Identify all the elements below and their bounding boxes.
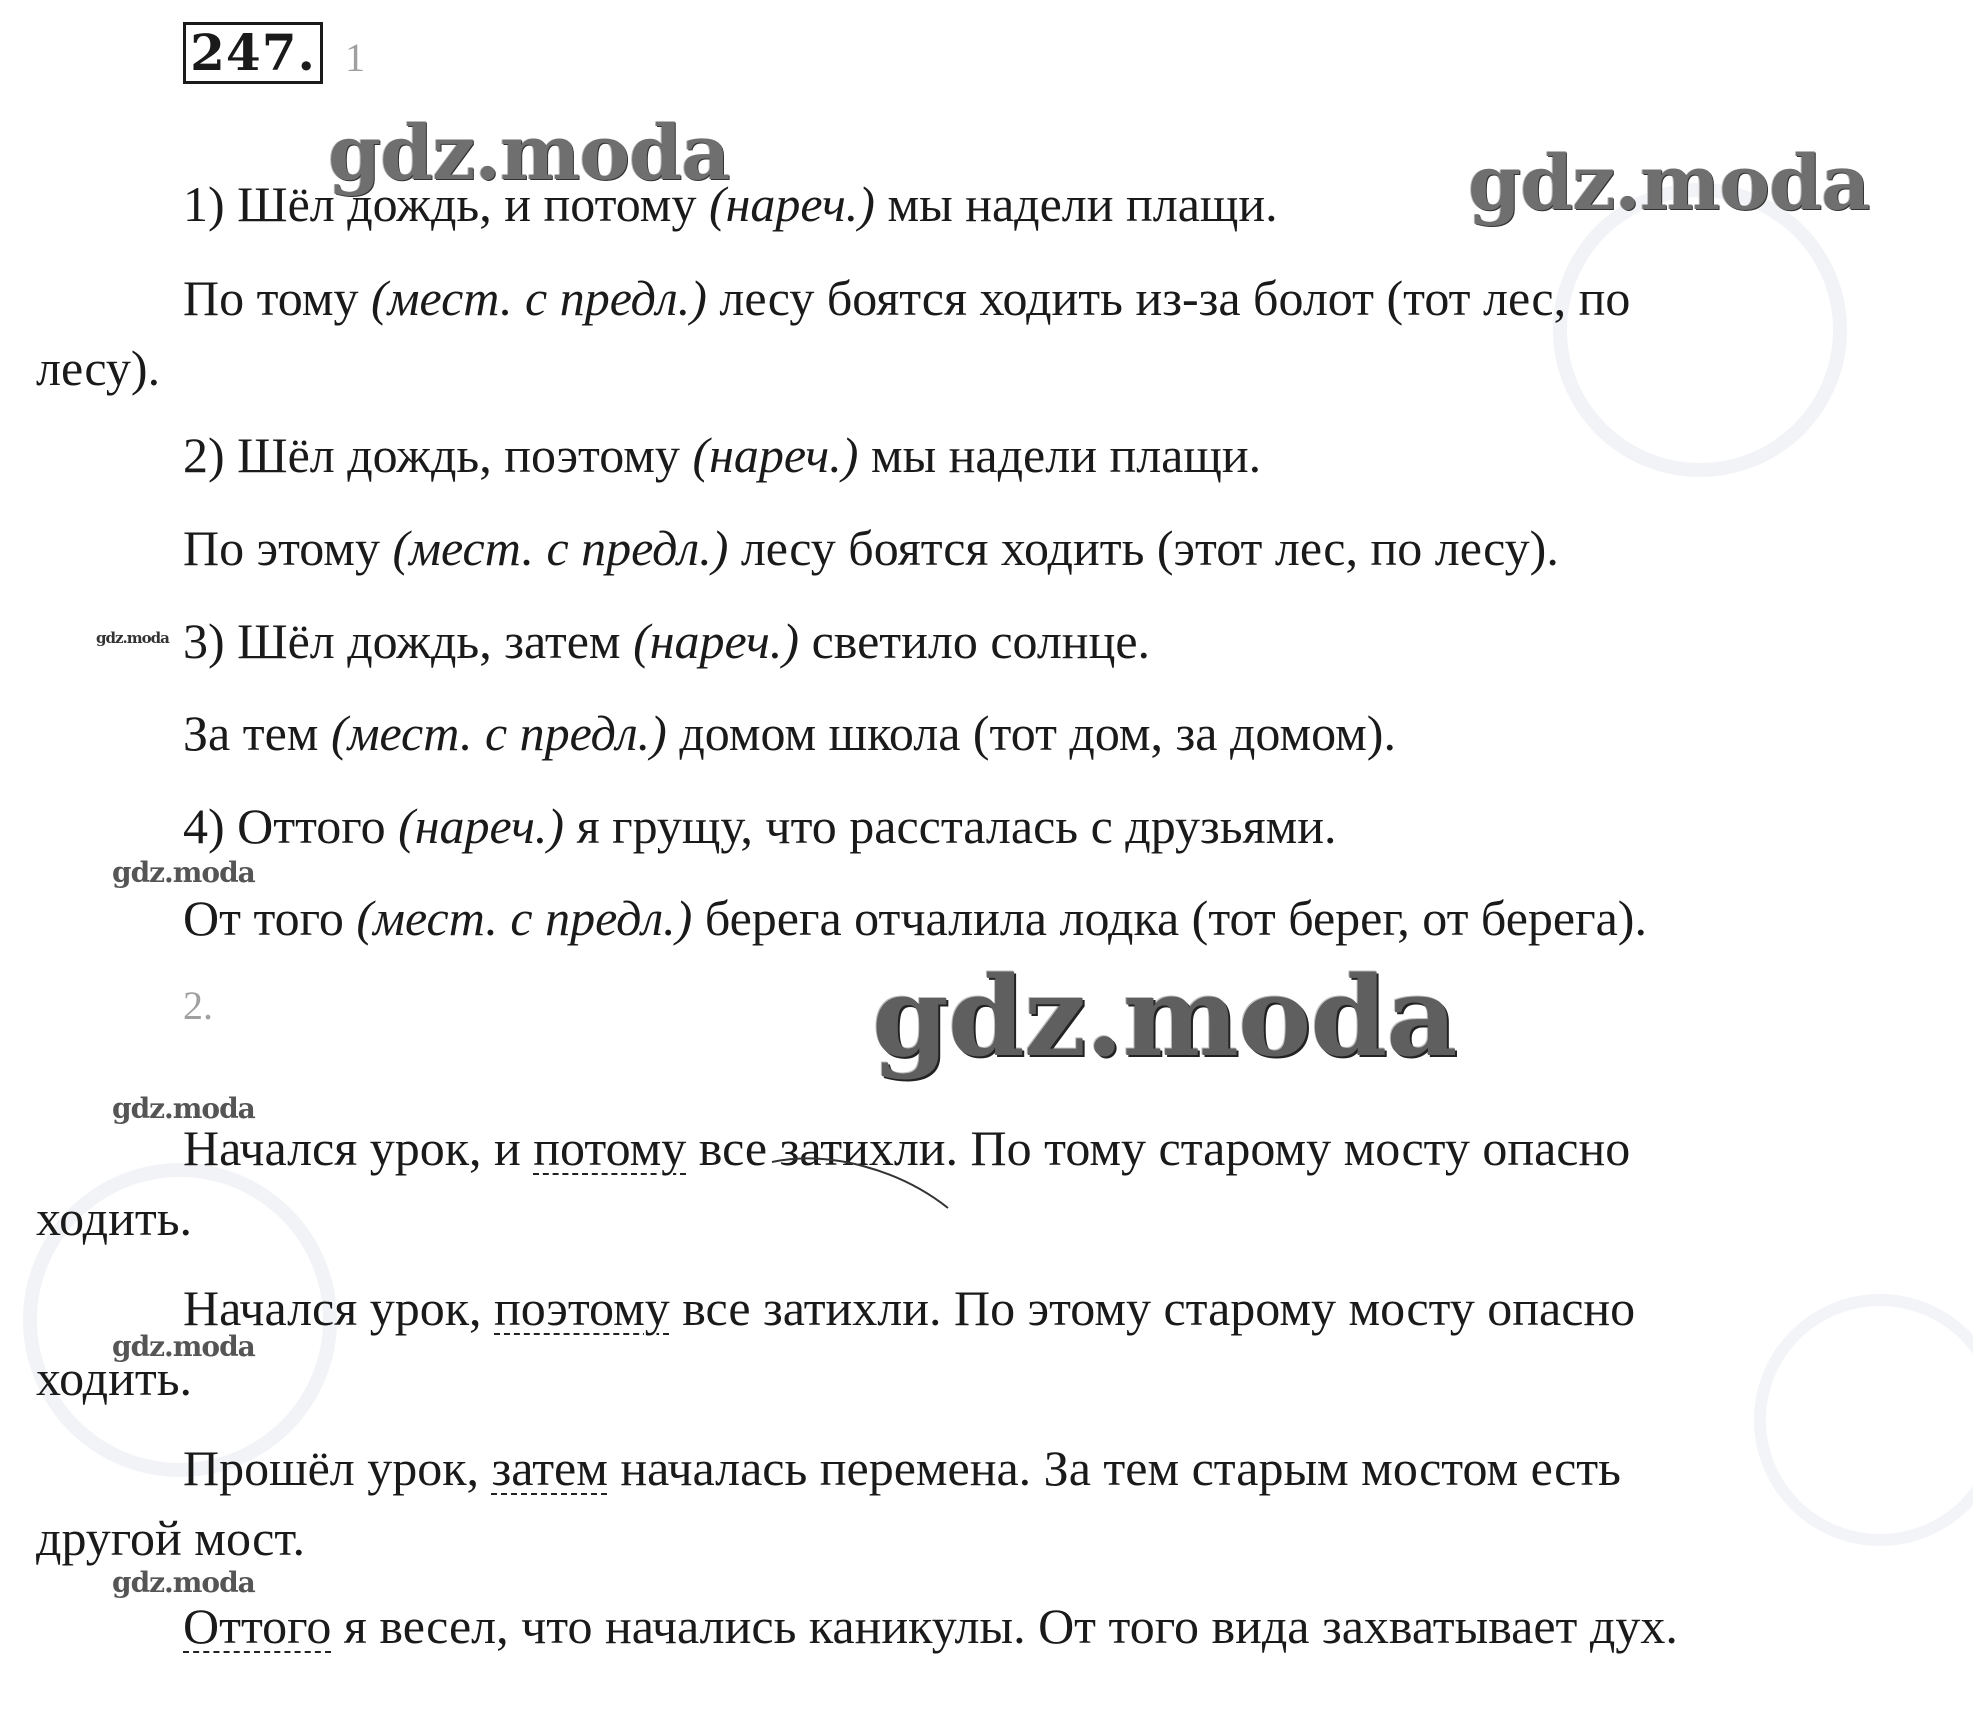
part2-line-2b: ходить. [36,1350,193,1406]
underlined-word: поэтому [494,1280,670,1336]
part2-line-1b: ходить. [36,1190,193,1246]
watermark-logo: gdz.moda [112,1092,255,1125]
text: домом школа (тот дом, за домом). [666,705,1396,761]
text: Начался урок, [183,1280,495,1336]
annotation: (нареч.) [398,798,565,854]
underlined-word: затем [491,1440,608,1496]
text: Начался урок, и [183,1120,534,1176]
watermark-logo: gdz.moda [112,856,255,889]
annotation: (нареч.) [633,613,800,669]
annotation: (мест. с предл.) [371,270,707,326]
watermark-logo: gdz.moda [328,108,730,197]
part2-line-3b: другой мост. [36,1510,305,1566]
annotation: (нареч.) [692,427,859,483]
text: По тому [183,270,371,326]
text: 3) Шёл дождь, затем [183,613,634,669]
underlined-word: Оттого [183,1598,332,1654]
annotation: (мест. с предл.) [330,705,667,761]
watermark-logo: gdz.moda [96,629,169,647]
text: 4) Оттого [183,798,399,854]
watermark-logo: gdz.moda [1468,138,1870,227]
task-number: 247. [183,22,323,84]
part2-line-3 [183,1438,1621,1498]
watermark-logo: gdz.moda [112,1330,255,1363]
underlined-word: потому [533,1120,687,1176]
annotation: (мест. с предл.) [392,520,729,576]
watermark-logo: gdz.moda [872,952,1457,1081]
text: От того [183,890,357,946]
part1-line-2 [183,268,1630,328]
text: все затихли. По тому старому мосту опасно [686,1120,1631,1176]
text: 1) Шёл дождь, и потому [183,176,709,232]
text: берега отчалила лодка (тот берег, от берега). [692,890,1647,946]
pen-stroke [770,1150,970,1210]
text: все затихли. По этому старому мосту опасно [669,1280,1636,1336]
part1-line-9 [183,888,1647,948]
part1-line-6 [183,611,1150,671]
annotation: (нареч.) [708,176,875,232]
text: 2) Шёл дождь, поэтому [183,427,693,483]
text: мы надели плащи. [874,176,1278,232]
part1-line-4 [183,425,1261,485]
part1-line-7 [183,703,1396,763]
text: лесу боятся ходить (этот лес, по лесу). [728,520,1559,576]
part1-line-3: лесу). [36,340,161,396]
text: светило солнце. [799,613,1151,669]
text: Прошёл урок, [183,1440,492,1496]
part2-line-4 [183,1596,1678,1656]
part-1-label: 1 [345,35,365,80]
part1-line-1 [183,174,1278,234]
part1-line-5 [183,518,1559,578]
watermark-logo: gdz.moda [112,1566,255,1599]
annotation: (мест. с предл.) [356,890,693,946]
part1-line-8 [183,796,1337,856]
part2-line-2 [183,1278,1635,1338]
text: По этому [183,520,393,576]
text: мы надели плащи. [858,427,1262,483]
part-2-label: 2. [183,983,213,1028]
text: лесу боятся ходить из-за болот (тот лес, по [706,270,1631,326]
text: я весел, что начались каникулы. От того вида захватывает дух. [331,1598,1678,1654]
text: я грущу, что рассталась с друзьями. [564,798,1337,854]
text: началась перемена. За тем старым мостом есть [607,1440,1621,1496]
text: За тем [183,705,331,761]
